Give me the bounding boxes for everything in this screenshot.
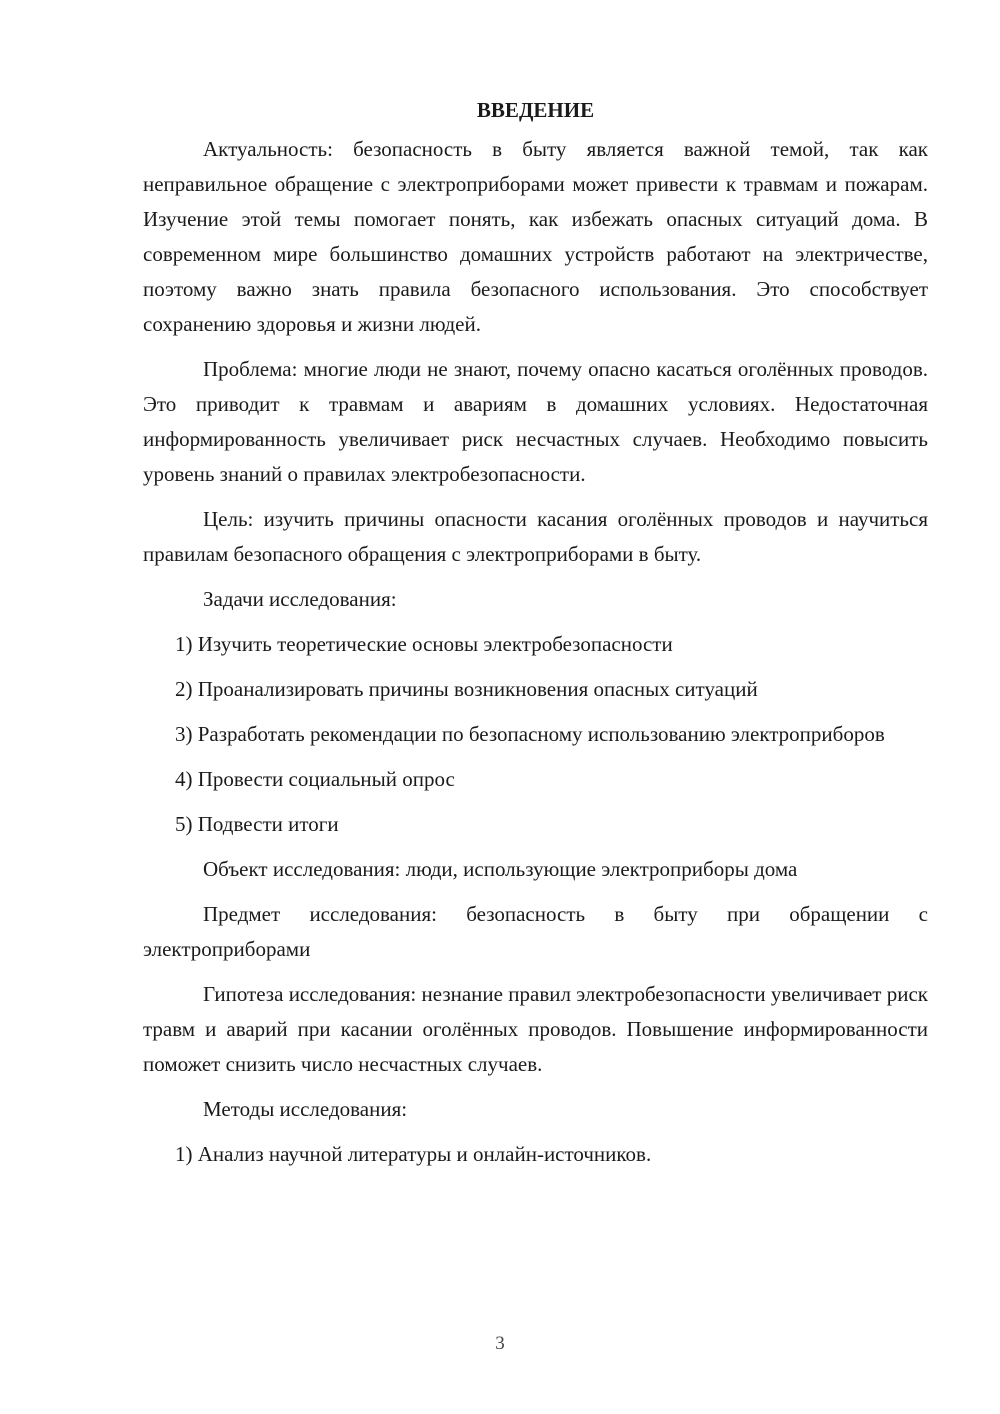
page-title: ВВЕДЕНИЕ	[476, 98, 595, 122]
paragraph-goal: Цель: изучить причины опасности касания оголённых проводов и научиться правилам безопасного обращения с электроприборами в быту.	[143, 507, 928, 566]
paragraph-problem: Проблема: многие люди не знают, почему опасно касаться оголённых проводов. Это приводит к травмам и авариям в домашних условиях. Недостаточная информированность увеличивает риск несчастных случаев. Необходимо повысить уровень знаний о правилах электробезопасности.	[143, 357, 928, 486]
list-item-task-1: 1) Изучить теоретические основы электробезопасности	[175, 632, 673, 656]
paragraph-relevance: Актуальность: безопасность в быту является важной темой, так как неправильное обращение с электроприборами может привести к травмам и пожарам. Изучение этой темы помогает понять, как избежать опасных ситуаций дома. В современном мире большинство домашних устройств работают на электричестве, поэтому важно знать правила безопасного использования. Это способствует сохранению здоровья и жизни людей.	[143, 137, 928, 336]
paragraph-subject: Предмет исследования: безопасность в быту при обращении с электроприборами	[143, 902, 928, 961]
paragraph-object: Объект исследования: люди, использующие электроприборы дома	[203, 857, 798, 881]
list-item-task-2: 2) Проанализировать причины возникновения опасных ситуаций	[175, 677, 758, 701]
list-item-task-4: 4) Провести социальный опрос	[175, 767, 455, 791]
methods-heading: Методы исследования:	[203, 1097, 408, 1121]
tasks-heading: Задачи исследования:	[203, 587, 397, 611]
list-item-method-1: 1) Анализ научной литературы и онлайн-источников.	[175, 1142, 652, 1166]
list-item-task-5: 5) Подвести итоги	[175, 812, 339, 836]
paragraph-hypothesis: Гипотеза исследования: незнание правил электробезопасности увеличивает риск травм и аварий при касании оголённых проводов. Повышение информированности поможет снизить число несчастных случаев.	[143, 982, 928, 1076]
page-number: 3	[495, 1333, 505, 1354]
list-item-task-3: 3) Разработать рекомендации по безопасному использованию электроприборов	[175, 722, 885, 746]
